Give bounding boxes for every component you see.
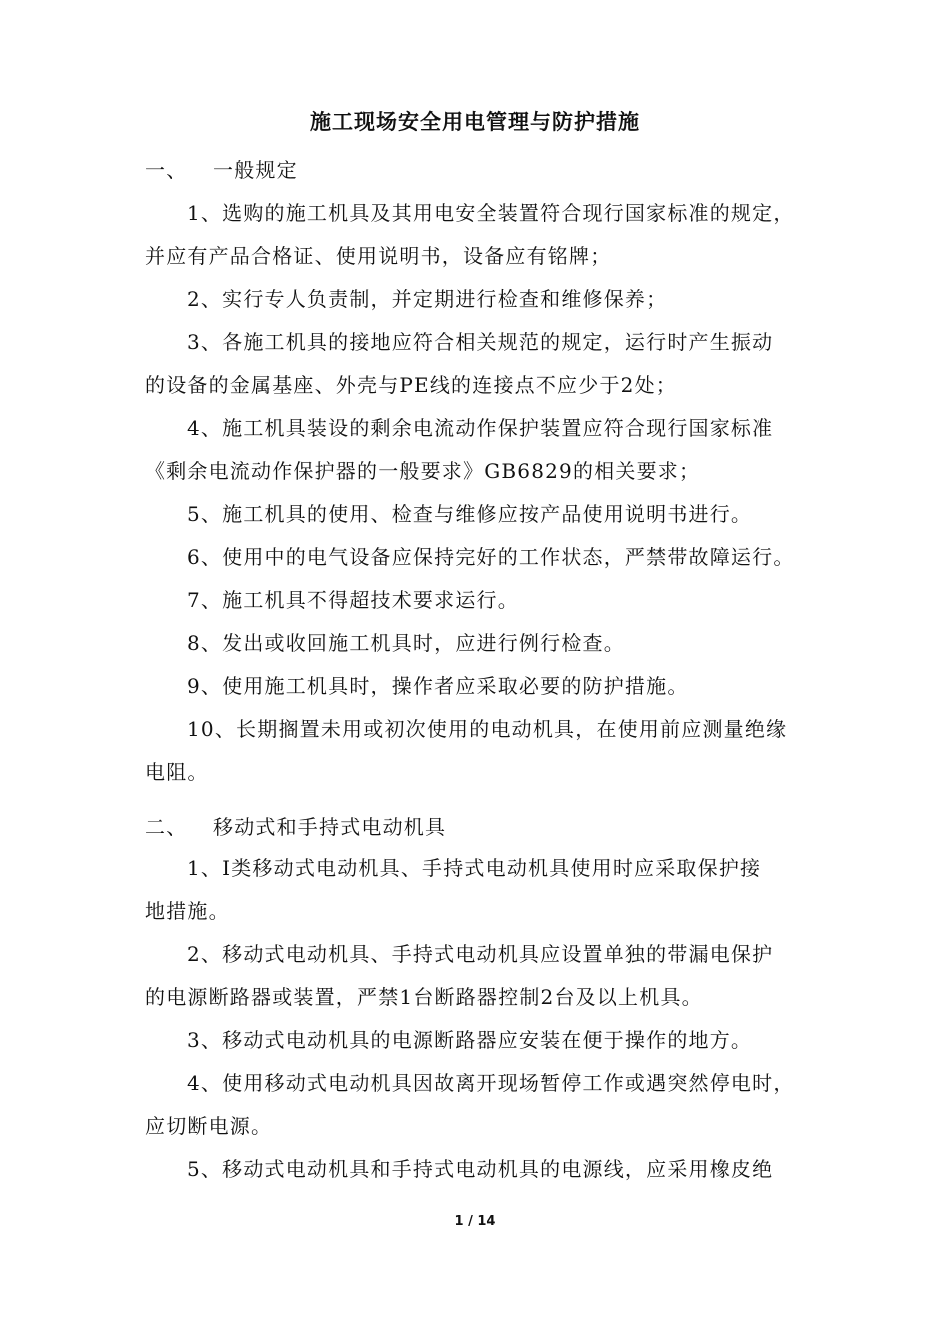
paragraph-line: 3、各施工机具的接地应符合相关规范的规定，运行时产生振动 xyxy=(187,330,774,354)
page-number: 1 / 14 xyxy=(454,1214,496,1229)
paragraph-line: 电阻。 xyxy=(145,760,209,784)
paragraph-line: 应切断电源。 xyxy=(145,1114,273,1138)
section-heading-2 xyxy=(145,813,810,841)
paragraph-line: 的设备的金属基座、外壳与PE线的连接点不应少于2处； xyxy=(145,373,677,397)
paragraph-line: 2、移动式电动机具、手持式电动机具应设置单独的带漏电保护 xyxy=(187,942,774,966)
document-title: 施工现场安全用电管理与防护措施 xyxy=(310,110,640,134)
paragraph-line: 9、使用施工机具时，操作者应采取必要的防护措施。 xyxy=(187,674,689,698)
section-number: 一、 xyxy=(145,158,188,182)
paragraph-line: 并应有产品合格证、使用说明书，设备应有铭牌； xyxy=(145,244,612,268)
section-title: 一般规定 xyxy=(213,158,298,182)
paragraph-line: 10、长期搁置未用或初次使用的电动机具，在使用前应测量绝缘 xyxy=(187,717,788,741)
paragraph-line: 5、施工机具的使用、检查与维修应按产品使用说明书进行。 xyxy=(187,502,753,526)
section-heading-1 xyxy=(145,156,810,184)
section-title: 移动式和手持式电动机具 xyxy=(213,815,447,839)
paragraph-line: 4、施工机具装设的剩余电流动作保护装置应符合现行国家标准 xyxy=(187,416,774,440)
paragraph-line: 3、移动式电动机具的电源断路器应安装在便于操作的地方。 xyxy=(187,1028,753,1052)
section-number: 二、 xyxy=(145,815,188,839)
paragraph-line: 4、使用移动式电动机具因故离开现场暂停工作或遇突然停电时， xyxy=(187,1071,795,1095)
paragraph-line: 7、施工机具不得超技术要求运行。 xyxy=(187,588,519,612)
paragraph-line: 2、实行专人负责制，并定期进行检查和维修保养； xyxy=(187,287,668,311)
paragraph-line: 地措施。 xyxy=(145,899,230,923)
paragraph-line: 6、使用中的电气设备应保持完好的工作状态，严禁带故障运行。 xyxy=(187,545,795,569)
paragraph-line: 1、Ⅰ类移动式电动机具、手持式电动机具使用时应采取保护接 xyxy=(187,856,762,880)
paragraph-line: 的电源断路器或装置，严禁1台断路器控制2台及以上机具。 xyxy=(145,985,703,1009)
paragraph-line: 《剩余电流动作保护器的一般要求》GB6829的相关要求； xyxy=(145,459,701,483)
paragraph-line: 5、移动式电动机具和手持式电动机具的电源线，应采用橡皮绝 xyxy=(187,1157,774,1181)
paragraph-line: 8、发出或收回施工机具时，应进行例行检查。 xyxy=(187,631,625,655)
paragraph-line: 1、选购的施工机具及其用电安全装置符合现行国家标准的规定， xyxy=(187,201,795,225)
